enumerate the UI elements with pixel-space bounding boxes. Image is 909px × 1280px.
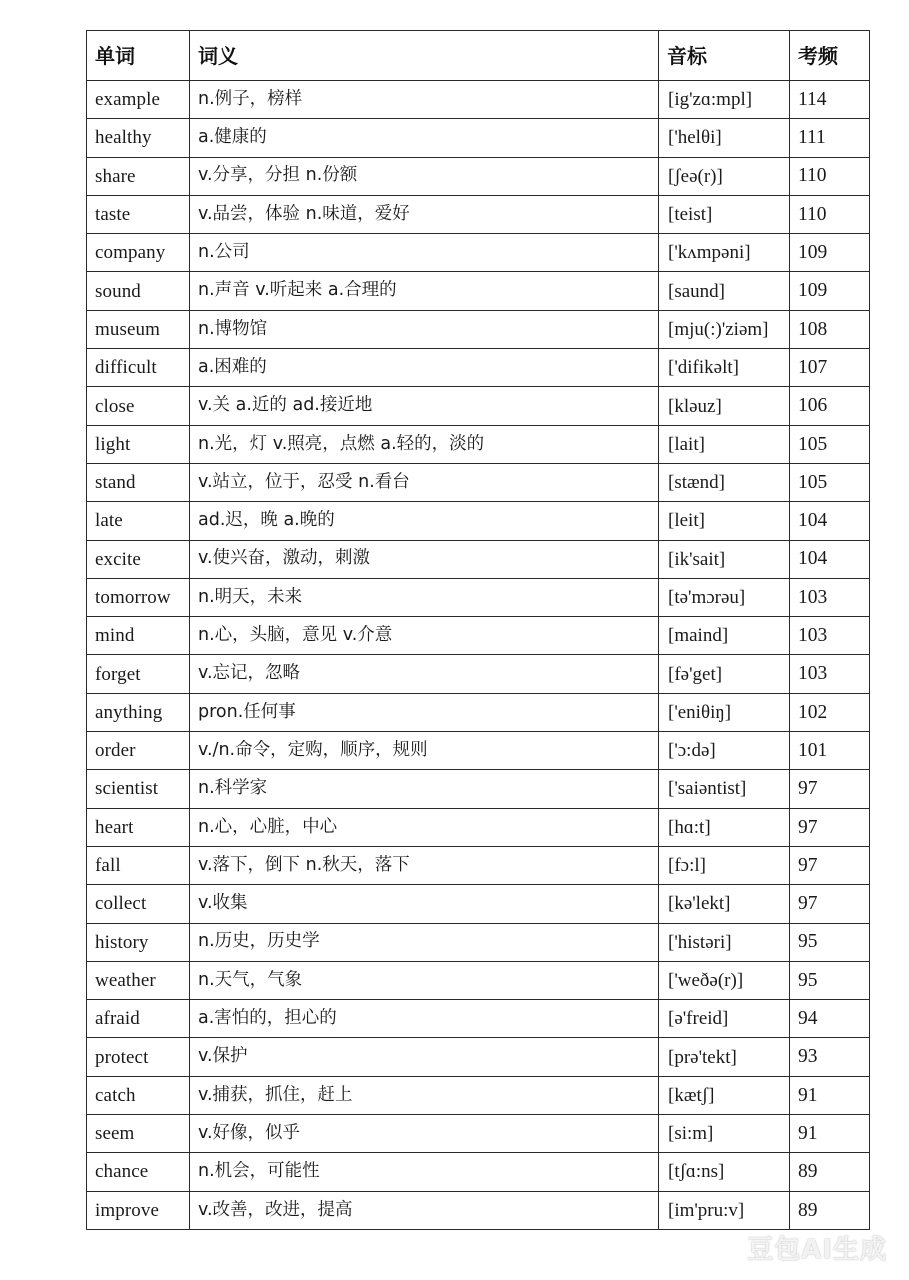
word-cell: stand [87,463,190,501]
phonetic-cell: [si:m] [659,1115,790,1153]
frequency-cell: 106 [790,387,870,425]
meaning-cell: v.捕获，抓住，赶上 [190,1076,659,1114]
word-cell: protect [87,1038,190,1076]
frequency-cell: 110 [790,157,870,195]
frequency-cell: 91 [790,1115,870,1153]
phonetic-cell: [fə'get] [659,655,790,693]
table-row [87,655,870,693]
frequency-cell: 95 [790,961,870,999]
word-cell: weather [87,961,190,999]
phonetic-cell: [mju(:)'ziəm] [659,310,790,348]
table-row [87,234,870,272]
table-row [87,808,870,846]
frequency-cell: 97 [790,770,870,808]
word-cell: taste [87,195,190,233]
meaning-cell: v.品尝，体验 n.味道，爱好 [190,195,659,233]
phonetic-cell: [fɔ:l] [659,846,790,884]
frequency-cell: 109 [790,234,870,272]
meaning-cell: n.历史，历史学 [190,923,659,961]
table-row [87,81,870,119]
frequency-cell: 104 [790,502,870,540]
meaning-cell: v.好像，似乎 [190,1115,659,1153]
word-cell: collect [87,885,190,923]
table-row [87,387,870,425]
phonetic-cell: ['ɔ:də] [659,732,790,770]
word-cell: late [87,502,190,540]
frequency-cell: 95 [790,923,870,961]
vocabulary-table [86,30,870,1230]
frequency-cell: 101 [790,732,870,770]
table-row [87,502,870,540]
header-frequency: 考频 [790,31,870,81]
table-row [87,425,870,463]
header-meaning: 词义 [190,31,659,81]
word-cell: excite [87,540,190,578]
word-cell: mind [87,617,190,655]
phonetic-cell: ['saiəntist] [659,770,790,808]
frequency-cell: 107 [790,349,870,387]
meaning-cell: v.保护 [190,1038,659,1076]
phonetic-cell: ['difikəlt] [659,349,790,387]
meaning-cell: n.机会，可能性 [190,1153,659,1191]
table-row [87,463,870,501]
table-row [87,961,870,999]
frequency-cell: 97 [790,885,870,923]
header-phonetic: 音标 [659,31,790,81]
phonetic-cell: ['histəri] [659,923,790,961]
meaning-cell: a.健康的 [190,119,659,157]
word-cell: healthy [87,119,190,157]
table-header [87,31,870,81]
phonetic-cell: [leit] [659,502,790,540]
table-row [87,310,870,348]
table-row [87,1076,870,1114]
phonetic-cell: ['kʌmpəni] [659,234,790,272]
table-row [87,770,870,808]
meaning-cell: v.分享，分担 n.份额 [190,157,659,195]
meaning-cell: a.困难的 [190,349,659,387]
frequency-cell: 94 [790,1000,870,1038]
frequency-cell: 105 [790,463,870,501]
word-cell: share [87,157,190,195]
frequency-cell: 103 [790,655,870,693]
phonetic-cell: [ik'sait] [659,540,790,578]
word-cell: sound [87,272,190,310]
phonetic-cell: ['eniθiŋ] [659,693,790,731]
table-row [87,923,870,961]
meaning-cell: n.明天，未来 [190,578,659,616]
meaning-cell: n.心，头脑，意见 v.介意 [190,617,659,655]
word-cell: catch [87,1076,190,1114]
phonetic-cell: [stænd] [659,463,790,501]
meaning-cell: n.天气，气象 [190,961,659,999]
phonetic-cell: [im'pru:v] [659,1191,790,1229]
meaning-cell: ad.迟，晚 a.晚的 [190,502,659,540]
phonetic-cell: [lait] [659,425,790,463]
meaning-cell: v.改善，改进，提高 [190,1191,659,1229]
word-cell: forget [87,655,190,693]
table-body [87,81,870,1230]
meaning-cell: v.站立，位于，忍受 n.看台 [190,463,659,501]
table-row [87,1115,870,1153]
table-row [87,1000,870,1038]
word-cell: seem [87,1115,190,1153]
meaning-cell: a.害怕的，担心的 [190,1000,659,1038]
phonetic-cell: [maind] [659,617,790,655]
word-cell: improve [87,1191,190,1229]
word-cell: example [87,81,190,119]
meaning-cell: n.博物馆 [190,310,659,348]
table-row [87,540,870,578]
phonetic-cell: [prə'tekt] [659,1038,790,1076]
frequency-cell: 89 [790,1153,870,1191]
table-row [87,1153,870,1191]
word-cell: chance [87,1153,190,1191]
word-cell: scientist [87,770,190,808]
word-cell: close [87,387,190,425]
table-row [87,272,870,310]
word-cell: fall [87,846,190,884]
word-cell: difficult [87,349,190,387]
frequency-cell: 103 [790,617,870,655]
meaning-cell: v.落下，倒下 n.秋天，落下 [190,846,659,884]
phonetic-cell: [kləuz] [659,387,790,425]
meaning-cell: n.光，灯 v.照亮，点燃 a.轻的，淡的 [190,425,659,463]
table-row [87,617,870,655]
word-cell: order [87,732,190,770]
meaning-cell: v.使兴奋，激动，刺激 [190,540,659,578]
phonetic-cell: [kætʃ] [659,1076,790,1114]
word-cell: tomorrow [87,578,190,616]
phonetic-cell: [tʃɑ:ns] [659,1153,790,1191]
watermark: 豆包AI生成 [747,1235,887,1265]
frequency-cell: 105 [790,425,870,463]
word-cell: heart [87,808,190,846]
frequency-cell: 89 [790,1191,870,1229]
table-row [87,846,870,884]
frequency-cell: 91 [790,1076,870,1114]
table-row [87,1191,870,1229]
frequency-cell: 97 [790,808,870,846]
meaning-cell: n.公司 [190,234,659,272]
word-cell: afraid [87,1000,190,1038]
header-row [87,31,870,81]
phonetic-cell: [ig'zɑ:mpl] [659,81,790,119]
frequency-cell: 111 [790,119,870,157]
frequency-cell: 108 [790,310,870,348]
phonetic-cell: [teist] [659,195,790,233]
table-row [87,885,870,923]
meaning-cell: v.关 a.近的 ad.接近地 [190,387,659,425]
frequency-cell: 109 [790,272,870,310]
word-cell: anything [87,693,190,731]
meaning-cell: n.例子，榜样 [190,81,659,119]
frequency-cell: 93 [790,1038,870,1076]
meaning-cell: v./n.命令，定购，顺序，规则 [190,732,659,770]
table-row [87,157,870,195]
frequency-cell: 102 [790,693,870,731]
phonetic-cell: [ʃeə(r)] [659,157,790,195]
meaning-cell: n.声音 v.听起来 a.合理的 [190,272,659,310]
table-row [87,195,870,233]
phonetic-cell: [saund] [659,272,790,310]
header-word: 单词 [87,31,190,81]
word-cell: company [87,234,190,272]
table-row [87,349,870,387]
meaning-cell: n.心，心脏，中心 [190,808,659,846]
table-row [87,119,870,157]
table-row [87,578,870,616]
meaning-cell: pron.任何事 [190,693,659,731]
phonetic-cell: [kə'lekt] [659,885,790,923]
phonetic-cell: [hɑ:t] [659,808,790,846]
meaning-cell: v.忘记，忽略 [190,655,659,693]
meaning-cell: n.科学家 [190,770,659,808]
table-row [87,1038,870,1076]
meaning-cell: v.收集 [190,885,659,923]
table-row [87,693,870,731]
frequency-cell: 103 [790,578,870,616]
word-cell: light [87,425,190,463]
phonetic-cell: ['weðə(r)] [659,961,790,999]
frequency-cell: 104 [790,540,870,578]
frequency-cell: 110 [790,195,870,233]
word-cell: history [87,923,190,961]
frequency-cell: 97 [790,846,870,884]
phonetic-cell: [ə'freid] [659,1000,790,1038]
table-row [87,732,870,770]
phonetic-cell: ['helθi] [659,119,790,157]
frequency-cell: 114 [790,81,870,119]
phonetic-cell: [tə'mɔrəu] [659,578,790,616]
word-cell: museum [87,310,190,348]
